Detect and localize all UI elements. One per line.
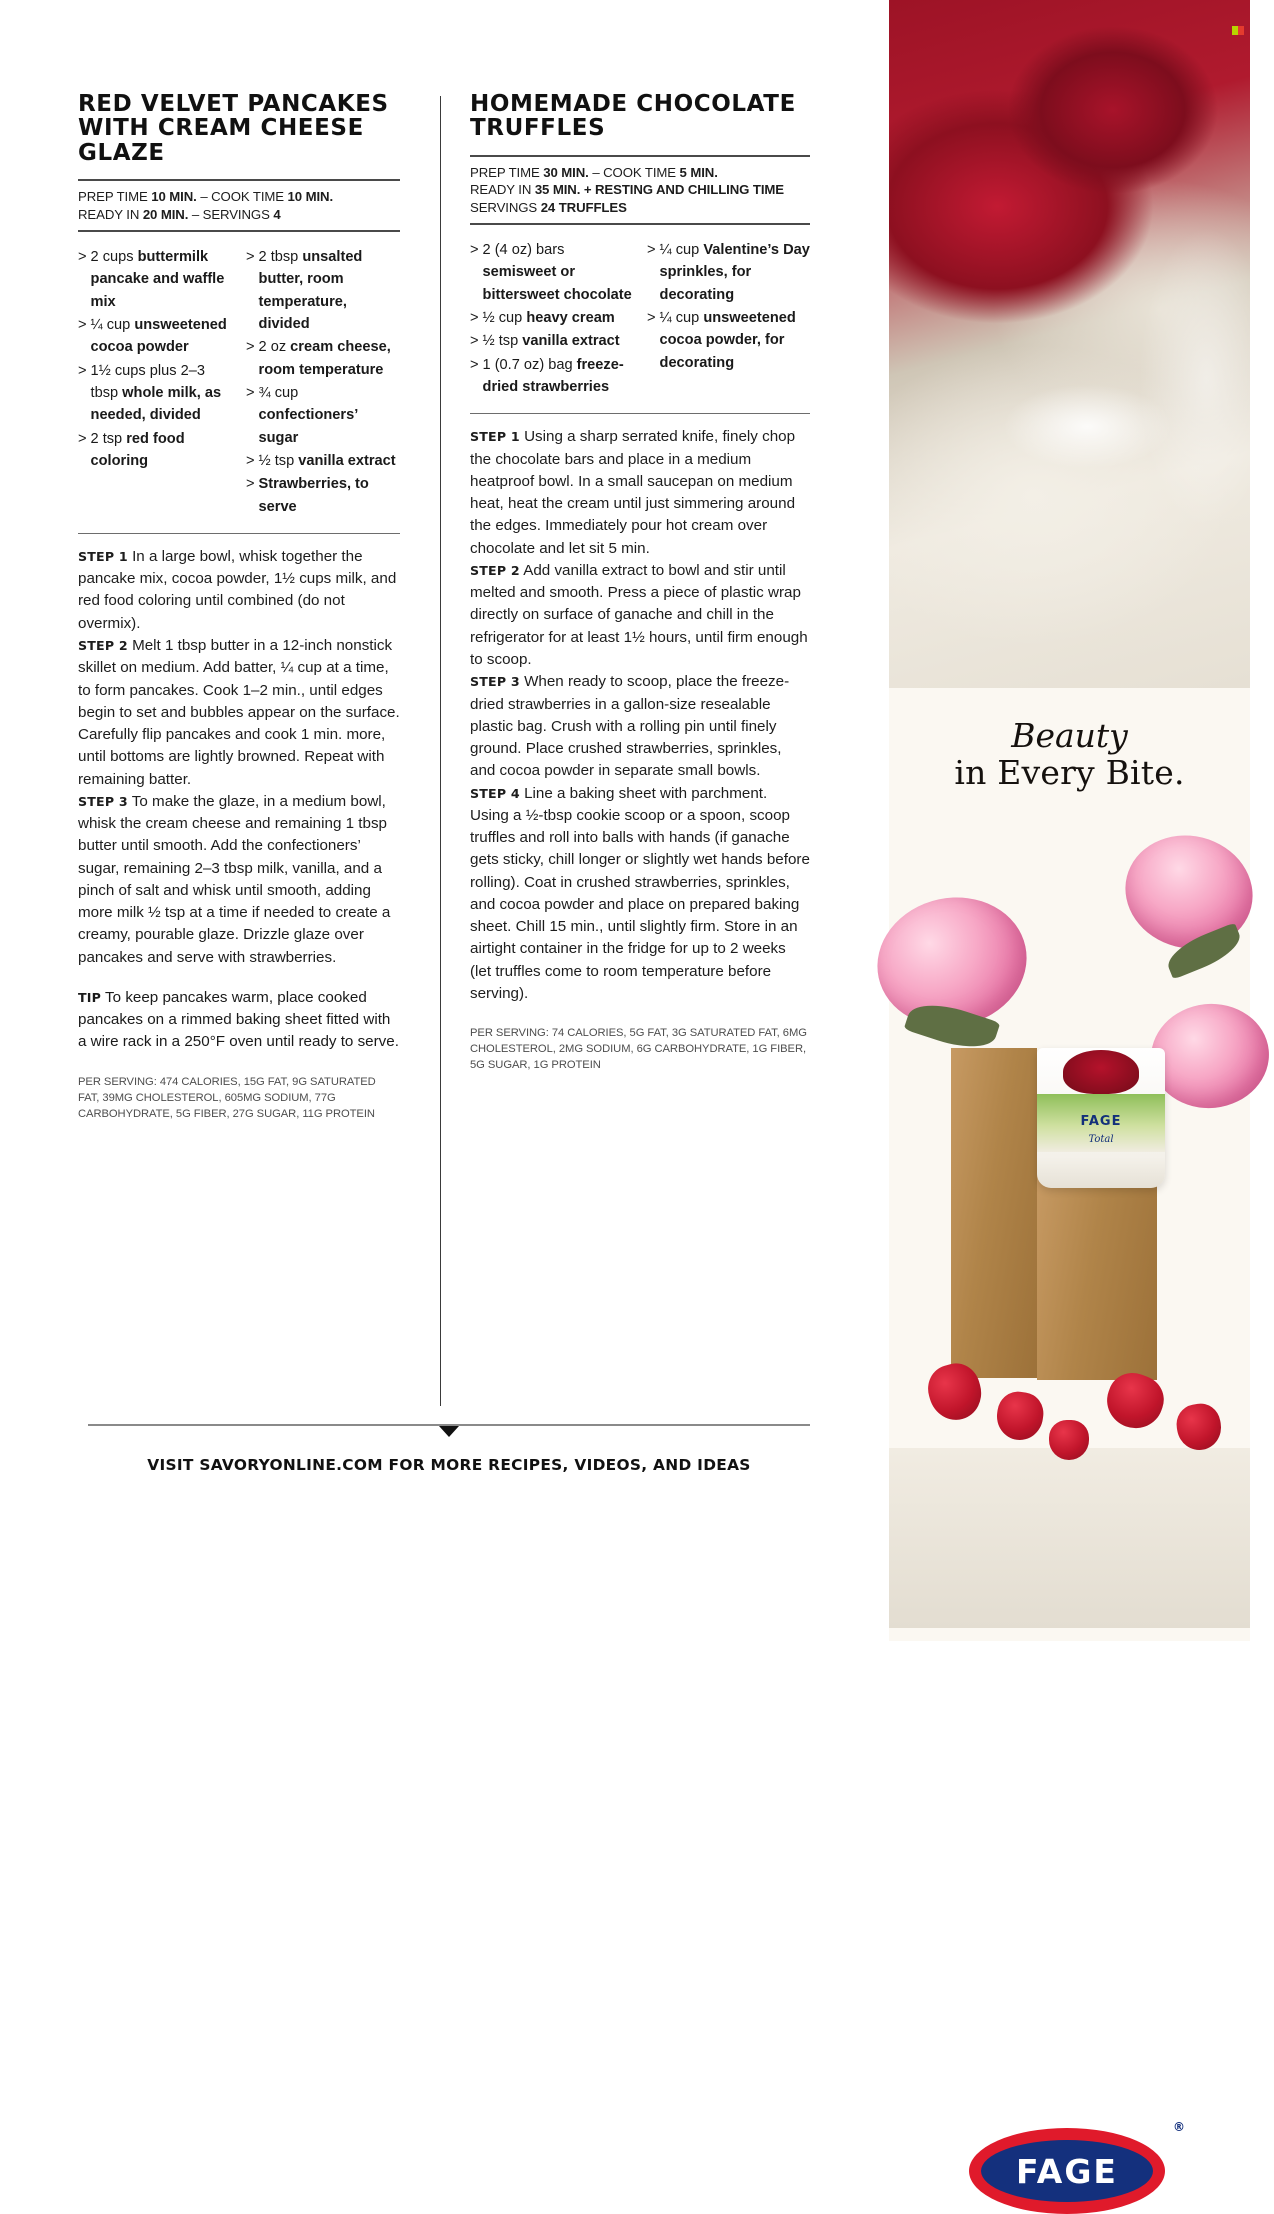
ad-product-scene [889,808,1250,1508]
tip-label: TIP [78,989,102,1005]
recipe-meta [470,157,810,223]
prep-label: PREP TIME [470,164,544,180]
list-item [78,246,232,313]
ingredient-amount: 2 cups [90,248,138,265]
step-item [78,546,400,635]
bullet-icon: > [246,384,255,401]
step-text: When ready to scoop, place the freeze-dried strawberries in a gallon-size resealable plastic bag. Crush with a rolling pin until finely ground. Place crushed strawberries, sprinkles, and cocoa powder in separate small bowls. [470,673,790,780]
ingredients-column-1 [78,246,232,519]
ingredient-item: vanilla extract [522,333,620,350]
ingredient-item: unsalted butter, room temperature, divided [258,248,363,332]
ingredient-amount: ¾ cup [258,384,299,401]
wood-block-riser [951,1048,1037,1378]
step-label: STEP 1 [78,548,128,564]
step-text: In a large bowl, whisk together the pancake mix, cocoa powder, 1½ cups milk, and red food coloring until combined (do not overmix). [78,547,397,632]
page-title: RED VELVET PANCAKES WITH CREAM CHEESE GLAZE [78,91,389,166]
ingredient-item: Valentine’s Day sprinkles, for decorating [659,242,810,303]
ingredient-item: buttermilk pancake and waffle mix [90,248,225,310]
ready-value: 35 MIN. + RESTING AND CHILLING TIME [534,182,784,198]
recipe-meta-line-1 [78,188,400,205]
ingredients-list [470,225,810,399]
bullet-icon: > [647,310,656,326]
recipe-meta-line-2 [470,181,810,198]
cook-label: – COOK TIME [196,189,288,205]
ingredient-amount: ¼ cup [90,316,135,333]
wood-block-riser [1037,1168,1157,1380]
recipe-tip [78,987,400,1054]
ingredient-amount: ¼ cup [659,310,704,326]
ingredient-item: whole milk, as needed, divided [90,384,222,424]
ingredient-item: semisweet or bittersweet chocolate [482,264,632,303]
list-item [78,428,232,473]
bullet-icon: > [470,310,479,326]
ingredient-amount: 2 tsp [90,430,127,447]
list-item [246,246,400,335]
cook-label: – COOK TIME [588,164,680,180]
servings-label: – SERVINGS [188,206,274,222]
tip-text: To keep pancakes warm, place cooked pancakes on a rimmed baking sheet fitted with a wire rack in a 250°F oven until ready to serve. [78,988,399,1051]
step-text: To make the glaze, in a medium bowl, whisk the cream cheese and remaining 1 tbsp butter until smooth. Add the confectioners’ sugar, remaining 2–3 tbsp milk, vanilla, and a pinch of salt and whisk until smooth, adding more milk ½ tsp at a time if needed to create a creamy, pourable glaze. Drizzle glaze over pancakes and serve with strawberries. [78,792,391,966]
ingredient-amount: ½ cup [482,310,527,326]
step-item [470,783,810,1006]
ingredient-amount: ½ tsp [482,333,523,350]
cook-value: 10 MIN. [287,189,334,205]
recipe-meta [78,181,400,230]
bullet-icon: > [78,430,87,447]
product-sub-label: Total [1088,1134,1114,1145]
recipe-meta-line-1 [470,164,810,181]
list-item [647,239,810,306]
bullet-icon: > [246,476,255,493]
nutrition-info: PER SERVING: 474 CALORIES, 15G FAT, 9G SATURATED FAT, 39MG CHOLESTEROL, 605MG SODIUM, 77G CARBOHYDRATE, 5G FIBER, 27G SUGAR, 11G PROTEIN [78,1075,376,1120]
recipe-red-velvet-pancakes [78,92,418,1402]
servings-value: 4 [273,206,281,222]
bullet-icon: > [470,242,479,259]
bullet-icon: > [246,248,255,265]
ingredient-amount: 2 oz [258,339,291,356]
bullet-icon: > [470,333,479,350]
bullet-icon: > [470,356,479,373]
step-item [78,635,400,791]
list-item [246,382,400,449]
step-label: STEP 3 [78,793,128,809]
ingredient-item: confectioners’ sugar [258,407,358,446]
list-item [246,450,400,472]
ingredient-item: heavy cream [526,310,615,326]
page-footer [88,1424,810,1474]
ingredient-item: unsweetened cocoa powder, for decorating [659,310,796,371]
servings-label: SERVINGS [470,199,541,215]
list-item [470,330,633,352]
step-text: Melt 1 tbsp butter in a 12-inch nonstick skillet on medium. Add batter, ¼ cup at a time, to form pancakes. Cook 1–2 min., until edges begin to set and bubbles appear on the surface. Carefully flip pancakes and cook 1 min. more, until bottoms are lightly browned. Repeat with remaining batter. [78,636,400,788]
list-item [246,473,400,518]
recipe-steps [470,414,810,1005]
recipe-meta-line-3 [470,199,810,216]
strawberry-icon [1173,1401,1224,1454]
ingredient-item: freeze-dried strawberries [482,356,624,395]
ingredient-amount: ¼ cup [659,242,704,259]
ingredient-amount: 2 (4 oz) bars [482,242,565,259]
step-item [470,671,810,782]
cook-value: 5 MIN. [679,164,718,180]
ad-headline-line-1: Beauty [1011,716,1128,755]
bullet-icon: > [246,339,255,356]
recipe-chocolate-truffles [470,92,810,1402]
yogurt-cup-product [1037,1048,1165,1188]
step-label: STEP 1 [470,429,520,445]
table-surface [889,1448,1250,1628]
step-item [470,560,810,671]
ingredient-amount: 2 tbsp [258,248,303,265]
step-text: Add vanilla extract to bowl and stir until melted and smooth. Press a piece of plastic wrap directly on surface of ganache and chill in the refrigerator for at least 1½ hours, until firm enough to scoop. [470,561,808,668]
step-label: STEP 2 [78,637,128,653]
bullet-icon: > [246,452,255,469]
bullet-icon: > [78,362,87,379]
strawberry-icon [1049,1420,1089,1460]
ingredient-item: red food coloring [90,430,185,469]
logo-wordmark: FAGE [1016,2151,1118,2191]
registered-trademark-icon: ® [1173,2120,1185,2134]
page-title: HOMEMADE CHOCOLATE TRUFFLES [470,91,796,142]
ingredient-item: vanilla extract [298,452,396,469]
advertisement-rail [889,0,1250,2191]
list-item [470,239,633,306]
prep-value: 10 MIN. [151,189,197,205]
ingredients-column-2 [647,239,810,399]
ad-headline [889,718,1250,792]
ingredient-item: unsweetened cocoa powder [90,316,227,356]
nutrition-info: PER SERVING: 74 CALORIES, 5G FAT, 3G SATURATED FAT, 6MG CHOLESTEROL, 2MG SODIUM, 6G CARBOHYDRATE, 1G FIBER, 5G SUGAR, 1G PROTEIN [470,1027,807,1072]
ingredient-item: cream cheese, room temperature [258,339,391,378]
list-item [78,360,232,427]
bullet-icon: > [647,242,656,259]
ingredient-amount: 1½ cups plus 2–3 tbsp [90,362,205,401]
ingredient-item: Strawberries, to serve [258,476,369,515]
step-label: STEP 4 [470,785,520,801]
list-item [246,336,400,381]
ad-lower-panel [889,688,1250,2191]
ad-headline-line-2: in Every Bite. [954,752,1185,792]
recipe-columns [78,92,820,1402]
ingredients-column-2 [246,246,400,519]
prep-label: PREP TIME [78,189,152,205]
ready-label: READY IN [78,206,143,222]
step-text: Line a baking sheet with parchment. Using a ½-tbsp cookie scoop or a spoon, scoop truffles and roll into balls with hands (if ganache gets sticky, chill longer or slightly wet hands before rolling). Coat in crushed strawberries, sprinkles, and cocoa powder and place on prepared baking sheet. Chill 15 min., until slightly firm. Store in an airtight container in the fridge for up to 2 weeks (let truffles come to room temperature before serving). [470,784,810,1002]
step-label: STEP 2 [470,562,520,578]
peony-flower [1146,998,1274,1114]
ready-label: READY IN [470,182,535,198]
prep-value: 30 MIN. [543,164,589,180]
list-item [470,354,633,399]
servings-value: 24 TRUFFLES [540,199,627,215]
list-item [78,314,232,359]
recipe-steps [78,534,400,969]
step-text: Using a sharp serrated knife, finely chop the chocolate bars and place in a medium heatproof bowl. In a small saucepan on medium heat, heat the cream until just simmering around the edges. Immediately pour hot cream over chocolate and let sit 5 min. [470,428,796,557]
list-item [647,307,810,374]
ingredients-column-1 [470,239,633,399]
ingredients-list [78,232,400,519]
footer-promo-text: VISIT SAVORYONLINE.COM FOR MORE RECIPES, VIDEOS, AND IDEAS [147,1456,751,1474]
caret-down-icon [439,1426,459,1437]
bullet-icon: > [78,316,87,333]
ingredient-amount: ½ tsp [258,452,299,469]
print-registration-mark-icon [1232,26,1244,35]
yogurt-swirl-photo [889,0,1250,688]
step-item [78,791,400,969]
step-label: STEP 3 [470,674,520,690]
ingredient-amount: 1 (0.7 oz) bag [482,356,577,373]
photo-highlight [889,0,1250,688]
footer-divider [88,1424,810,1426]
logo-blue-oval [981,2140,1153,2202]
step-item [470,426,810,560]
product-brand-label: FAGE [1080,1114,1122,1129]
fage-logo [969,2128,1165,2214]
list-item [470,307,633,329]
strawberry-icon [994,1389,1046,1443]
bullet-icon: > [78,248,87,265]
recipe-meta-line-2 [78,206,400,223]
ready-value: 20 MIN. [142,206,189,222]
strawberry-topping [1063,1050,1139,1094]
